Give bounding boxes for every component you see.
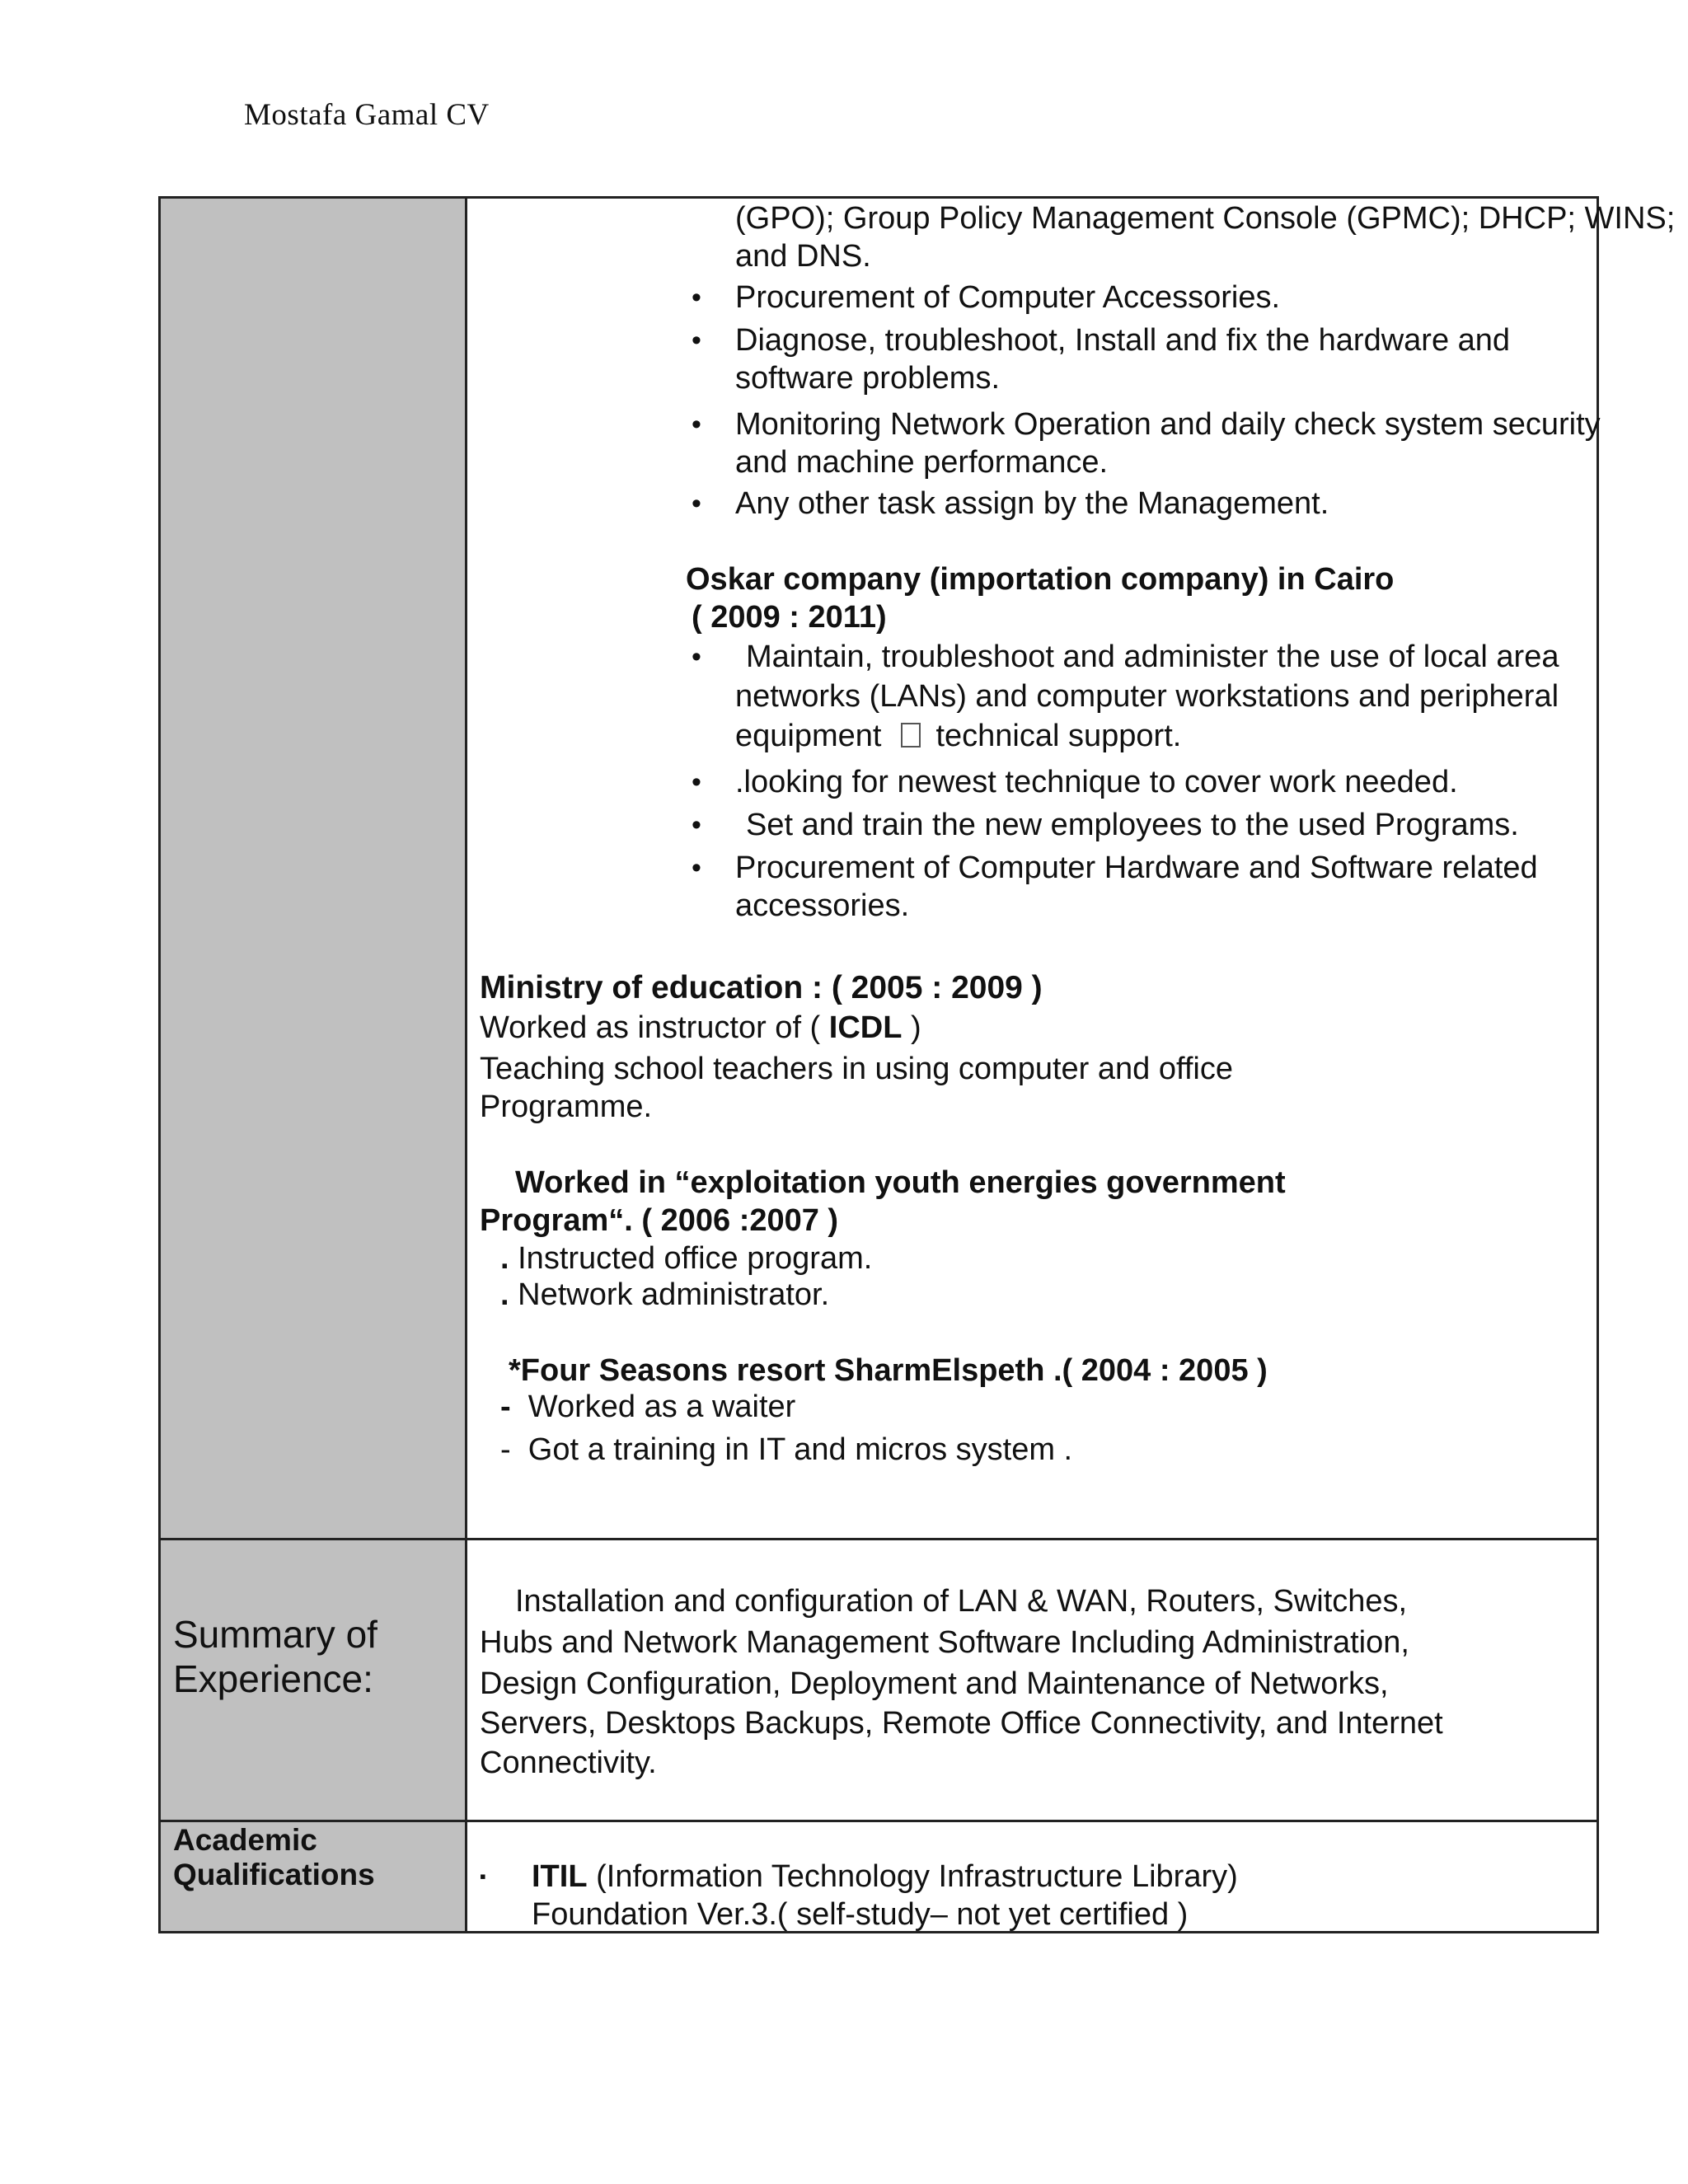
summary-line-5: Connectivity.	[480, 1746, 657, 1780]
youth-program-title-line-2: Program“. ( 2006 :2007 )	[480, 1203, 839, 1238]
itil-line-1	[532, 1857, 1238, 1896]
oskar-duty-newest-technique: .looking for newest technique to cover work needed.	[735, 765, 1458, 799]
work-experience-content-cell	[467, 199, 1676, 1538]
oskar-duty-maintain-line-2: networks (LANs) and computer workstations and peripheral	[735, 679, 1559, 714]
four-seasons-item-2: - Got a training in IT and micros system .	[500, 1432, 1073, 1467]
academic-content-cell	[467, 1822, 1597, 1931]
summary-row	[161, 1538, 1597, 1820]
summary-label-line-2: Experience:	[173, 1657, 373, 1700]
bullet-icon: •	[692, 409, 701, 440]
four-seasons-item-1: - Worked as a waiter	[500, 1390, 796, 1424]
bullet-icon: •	[692, 852, 701, 883]
itil-full-name: (Information Technology Infrastructure Library)	[596, 1859, 1238, 1894]
oskar-company-period: ( 2009 : 2011)	[692, 600, 887, 635]
ministry-icdl: ICDL	[828, 1010, 903, 1045]
duty-monitoring-line-1: Monitoring Network Operation and daily check system security	[735, 407, 1601, 442]
oskar-company-title: Oskar company (importation company) in Cairo	[686, 562, 1395, 597]
oskar-equipment-text: equipment	[735, 719, 882, 753]
duty-other-tasks: Any other task assign by the Management.	[735, 486, 1329, 521]
bullet-icon: •	[692, 488, 701, 519]
bullet-icon: •	[692, 809, 701, 841]
summary-label-cell	[161, 1540, 467, 1820]
oskar-duty-train-employees: Set and train the new employees to the used Programs.	[746, 808, 1519, 842]
academic-label-line-2: Qualifications	[173, 1858, 375, 1891]
academic-row	[161, 1820, 1597, 1931]
square-bullet-icon: ▪	[480, 1866, 486, 1886]
summary-label-line-1: Summary of	[173, 1613, 377, 1656]
oskar-duty-maintain-line-1: Maintain, troubleshoot and administer the use of local area	[746, 640, 1559, 674]
summary-content-cell	[467, 1540, 1597, 1820]
duty-diagnose-line-1: Diagnose, troubleshoot, Install and fix the hardware and	[735, 323, 1511, 358]
work-experience-row	[161, 199, 1676, 1538]
page-header-title: Mostafa Gamal CV	[244, 98, 490, 132]
summary-line-3: Design Configuration, Deployment and Maintenance of Networks,	[480, 1666, 1389, 1701]
oskar-duty-maintain-line-3	[735, 716, 1181, 756]
bullet-icon: •	[692, 282, 701, 313]
duty-diagnose-line-2: software problems.	[735, 361, 1001, 396]
ministry-instructor-prefix: Worked as instructor of (	[480, 1010, 821, 1045]
ministry-line-1	[480, 1008, 921, 1047]
oskar-duty-procurement-line-1: Procurement of Computer Hardware and Software related	[735, 851, 1538, 885]
itil-line-2: Foundation Ver.3.( self-study– not yet certified )	[532, 1897, 1189, 1932]
itil-abbreviation: ITIL	[532, 1859, 588, 1894]
academic-label-cell	[161, 1822, 467, 1931]
bullet-icon: •	[692, 325, 701, 356]
ministry-instructor-suffix: )	[911, 1010, 921, 1045]
ministry-title: Ministry of education : ( 2005 : 2009 )	[480, 970, 1043, 1005]
summary-line-4: Servers, Desktops Backups, Remote Office Connectivity, and Internet	[480, 1706, 1443, 1741]
missing-glyph-icon	[901, 723, 921, 748]
ministry-line-3: Programme.	[480, 1090, 653, 1124]
youth-program-item-1: . Instructed office program.	[500, 1241, 873, 1276]
summary-line-2: Hubs and Network Management Software Including Administration,	[480, 1625, 1409, 1660]
oskar-duty-procurement-line-2: accessories.	[735, 888, 910, 923]
cv-table	[158, 196, 1676, 1933]
continuation-line-2: and DNS.	[735, 239, 871, 274]
youth-program-item-2: . Network administrator.	[500, 1277, 830, 1312]
duty-procurement-accessories: Procurement of Computer Accessories.	[735, 280, 1281, 315]
academic-label-line-1: Academic	[173, 1823, 317, 1857]
ministry-line-2: Teaching school teachers in using computer and office	[480, 1052, 1233, 1086]
bullet-icon: •	[692, 766, 701, 798]
four-seasons-title: *Four Seasons resort SharmElspeth .( 2004 : 2005 )	[509, 1353, 1268, 1388]
continuation-line-1: (GPO); Group Policy Management Console (GPMC); DHCP; WINS;	[735, 201, 1676, 236]
bullet-icon: •	[692, 641, 701, 673]
work-experience-label-cell	[161, 199, 467, 1538]
summary-line-1: Installation and configuration of LAN & WAN, Routers, Switches,	[515, 1584, 1408, 1619]
duty-monitoring-line-2: and machine performance.	[735, 445, 1109, 480]
youth-program-title-line-1: Worked in “exploitation youth energies government	[515, 1165, 1286, 1200]
oskar-technical-support-text: technical support.	[935, 719, 1182, 753]
